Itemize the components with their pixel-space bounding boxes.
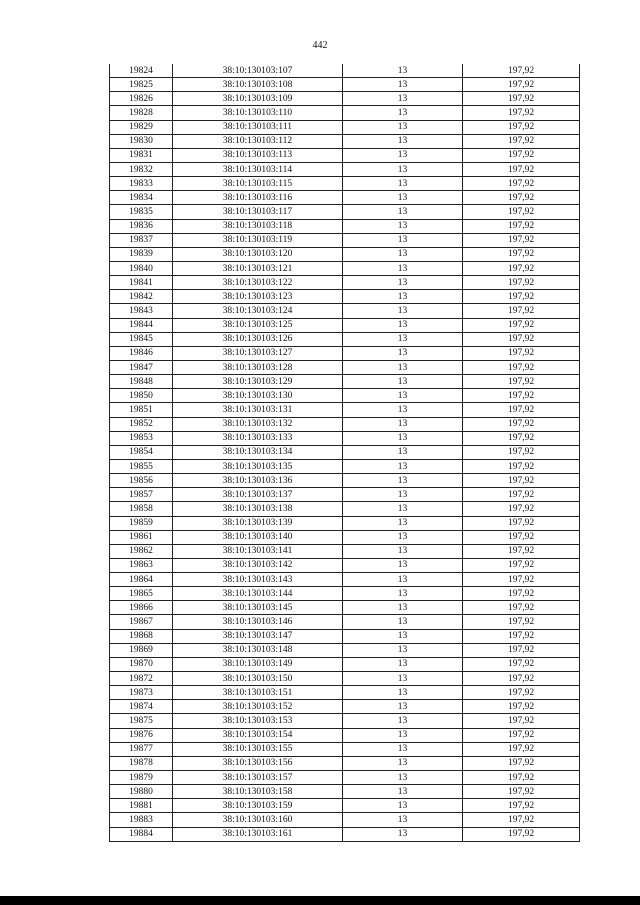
value-cell: 197,92 [463, 162, 580, 176]
count-cell: 13 [343, 389, 463, 403]
cadastral-number-cell: 38:10:130103:150 [173, 672, 343, 686]
table-row [110, 120, 580, 134]
table-row [110, 346, 580, 360]
value-cell: 197,92 [463, 445, 580, 459]
count-cell: 13 [343, 516, 463, 530]
count-cell: 13 [343, 742, 463, 756]
value-cell: 197,92 [463, 799, 580, 813]
count-cell: 13 [343, 148, 463, 162]
value-cell: 197,92 [463, 417, 580, 431]
cadastral-number-cell: 38:10:130103:130 [173, 389, 343, 403]
table-row [110, 389, 580, 403]
count-cell: 13 [343, 643, 463, 657]
record-number-cell: 19846 [110, 346, 173, 360]
count-cell: 13 [343, 530, 463, 544]
count-cell: 13 [343, 64, 463, 78]
table-row [110, 417, 580, 431]
count-cell: 13 [343, 728, 463, 742]
count-cell: 13 [343, 247, 463, 261]
count-cell: 13 [343, 177, 463, 191]
count-cell: 13 [343, 629, 463, 643]
value-cell: 197,92 [463, 601, 580, 615]
count-cell: 13 [343, 346, 463, 360]
table-row [110, 672, 580, 686]
table-row [110, 502, 580, 516]
count-cell: 13 [343, 219, 463, 233]
count-cell: 13 [343, 657, 463, 671]
count-cell: 13 [343, 502, 463, 516]
table-row [110, 290, 580, 304]
value-cell: 197,92 [463, 728, 580, 742]
record-number-cell: 19848 [110, 375, 173, 389]
record-number-cell: 19855 [110, 459, 173, 473]
table-row [110, 148, 580, 162]
cadastral-number-cell: 38:10:130103:140 [173, 530, 343, 544]
value-cell: 197,92 [463, 502, 580, 516]
record-number-cell: 19834 [110, 191, 173, 205]
value-cell: 197,92 [463, 643, 580, 657]
table-row [110, 827, 580, 841]
record-number-cell: 19837 [110, 233, 173, 247]
record-number-cell: 19832 [110, 162, 173, 176]
count-cell: 13 [343, 403, 463, 417]
table-row [110, 459, 580, 473]
table-row [110, 134, 580, 148]
count-cell: 13 [343, 92, 463, 106]
count-cell: 13 [343, 686, 463, 700]
record-number-cell: 19870 [110, 657, 173, 671]
count-cell: 13 [343, 799, 463, 813]
cadastral-number-cell: 38:10:130103:151 [173, 686, 343, 700]
value-cell: 197,92 [463, 573, 580, 587]
value-cell: 197,92 [463, 700, 580, 714]
cadastral-number-cell: 38:10:130103:107 [173, 64, 343, 78]
table-row [110, 106, 580, 120]
cadastral-number-cell: 38:10:130103:128 [173, 360, 343, 374]
value-cell: 197,92 [463, 530, 580, 544]
cadastral-number-cell: 38:10:130103:153 [173, 714, 343, 728]
cadastral-number-cell: 38:10:130103:121 [173, 261, 343, 275]
cadastral-number-cell: 38:10:130103:123 [173, 290, 343, 304]
value-cell: 197,92 [463, 827, 580, 841]
record-number-cell: 19828 [110, 106, 173, 120]
table-row [110, 615, 580, 629]
cadastral-number-cell: 38:10:130103:122 [173, 276, 343, 290]
cadastral-number-cell: 38:10:130103:145 [173, 601, 343, 615]
record-number-cell: 19836 [110, 219, 173, 233]
value-cell: 197,92 [463, 756, 580, 770]
count-cell: 13 [343, 544, 463, 558]
table-row [110, 530, 580, 544]
cadastral-number-cell: 38:10:130103:159 [173, 799, 343, 813]
value-cell: 197,92 [463, 657, 580, 671]
record-number-cell: 19843 [110, 304, 173, 318]
record-number-cell: 19850 [110, 389, 173, 403]
cadastral-number-cell: 38:10:130103:160 [173, 813, 343, 827]
table-row [110, 587, 580, 601]
count-cell: 13 [343, 191, 463, 205]
value-cell: 197,92 [463, 488, 580, 502]
table-row [110, 162, 580, 176]
count-cell: 13 [343, 360, 463, 374]
cadastral-number-cell: 38:10:130103:125 [173, 318, 343, 332]
count-cell: 13 [343, 601, 463, 615]
count-cell: 13 [343, 375, 463, 389]
value-cell: 197,92 [463, 544, 580, 558]
count-cell: 13 [343, 261, 463, 275]
scan-bottom-edge [0, 896, 640, 905]
count-cell: 13 [343, 162, 463, 176]
table-row [110, 657, 580, 671]
cadastral-number-cell: 38:10:130103:110 [173, 106, 343, 120]
count-cell: 13 [343, 304, 463, 318]
cadastral-number-cell: 38:10:130103:149 [173, 657, 343, 671]
value-cell: 197,92 [463, 714, 580, 728]
count-cell: 13 [343, 672, 463, 686]
cadastral-number-cell: 38:10:130103:112 [173, 134, 343, 148]
table-row [110, 205, 580, 219]
cadastral-number-cell: 38:10:130103:109 [173, 92, 343, 106]
record-number-cell: 19877 [110, 742, 173, 756]
count-cell: 13 [343, 78, 463, 92]
record-number-cell: 19872 [110, 672, 173, 686]
cadastral-number-cell: 38:10:130103:152 [173, 700, 343, 714]
record-number-cell: 19854 [110, 445, 173, 459]
count-cell: 13 [343, 431, 463, 445]
record-number-cell: 19878 [110, 756, 173, 770]
record-number-cell: 19880 [110, 785, 173, 799]
table-row [110, 318, 580, 332]
count-cell: 13 [343, 332, 463, 346]
value-cell: 197,92 [463, 205, 580, 219]
cadastral-number-cell: 38:10:130103:158 [173, 785, 343, 799]
count-cell: 13 [343, 445, 463, 459]
cadastral-number-cell: 38:10:130103:144 [173, 587, 343, 601]
count-cell: 13 [343, 459, 463, 473]
record-number-cell: 19867 [110, 615, 173, 629]
count-cell: 13 [343, 827, 463, 841]
cadastral-number-cell: 38:10:130103:146 [173, 615, 343, 629]
table-row [110, 261, 580, 275]
cadastral-number-cell: 38:10:130103:161 [173, 827, 343, 841]
value-cell: 197,92 [463, 615, 580, 629]
cadastral-number-cell: 38:10:130103:127 [173, 346, 343, 360]
value-cell: 197,92 [463, 558, 580, 572]
cadastral-number-cell: 38:10:130103:133 [173, 431, 343, 445]
value-cell: 197,92 [463, 332, 580, 346]
value-cell: 197,92 [463, 742, 580, 756]
cadastral-number-cell: 38:10:130103:134 [173, 445, 343, 459]
count-cell: 13 [343, 276, 463, 290]
value-cell: 197,92 [463, 431, 580, 445]
cadastral-number-cell: 38:10:130103:156 [173, 756, 343, 770]
table-row [110, 332, 580, 346]
table-row [110, 431, 580, 445]
table-row [110, 728, 580, 742]
record-number-cell: 19875 [110, 714, 173, 728]
count-cell: 13 [343, 558, 463, 572]
count-cell: 13 [343, 318, 463, 332]
table-row [110, 474, 580, 488]
value-cell: 197,92 [463, 148, 580, 162]
cadastral-number-cell: 38:10:130103:139 [173, 516, 343, 530]
table-row [110, 601, 580, 615]
cadastral-number-cell: 38:10:130103:148 [173, 643, 343, 657]
record-number-cell: 19864 [110, 573, 173, 587]
table-row [110, 304, 580, 318]
value-cell: 197,92 [463, 771, 580, 785]
table-row [110, 558, 580, 572]
table-row [110, 516, 580, 530]
record-number-cell: 19866 [110, 601, 173, 615]
value-cell: 197,92 [463, 459, 580, 473]
cadastral-number-cell: 38:10:130103:155 [173, 742, 343, 756]
count-cell: 13 [343, 474, 463, 488]
value-cell: 197,92 [463, 474, 580, 488]
record-number-cell: 19829 [110, 120, 173, 134]
table-row [110, 445, 580, 459]
record-number-cell: 19833 [110, 177, 173, 191]
value-cell: 197,92 [463, 219, 580, 233]
value-cell: 197,92 [463, 177, 580, 191]
cadastral-number-cell: 38:10:130103:129 [173, 375, 343, 389]
value-cell: 197,92 [463, 134, 580, 148]
count-cell: 13 [343, 417, 463, 431]
value-cell: 197,92 [463, 64, 580, 78]
record-number-cell: 19845 [110, 332, 173, 346]
value-cell: 197,92 [463, 629, 580, 643]
cadastral-number-cell: 38:10:130103:124 [173, 304, 343, 318]
cadastral-number-cell: 38:10:130103:116 [173, 191, 343, 205]
table-row [110, 276, 580, 290]
page-number: 442 [312, 40, 328, 51]
count-cell: 13 [343, 771, 463, 785]
cadastral-number-cell: 38:10:130103:117 [173, 205, 343, 219]
record-number-cell: 19869 [110, 643, 173, 657]
record-number-cell: 19883 [110, 813, 173, 827]
table-row [110, 573, 580, 587]
record-number-cell: 19881 [110, 799, 173, 813]
count-cell: 13 [343, 615, 463, 629]
value-cell: 197,92 [463, 276, 580, 290]
record-number-cell: 19839 [110, 247, 173, 261]
value-cell: 197,92 [463, 686, 580, 700]
cadastral-number-cell: 38:10:130103:142 [173, 558, 343, 572]
table-row [110, 629, 580, 643]
record-number-cell: 19858 [110, 502, 173, 516]
record-number-cell: 19852 [110, 417, 173, 431]
table-row [110, 92, 580, 106]
record-number-cell: 19856 [110, 474, 173, 488]
cadastral-number-cell: 38:10:130103:135 [173, 459, 343, 473]
cadastral-number-cell: 38:10:130103:143 [173, 573, 343, 587]
cadastral-number-cell: 38:10:130103:115 [173, 177, 343, 191]
count-cell: 13 [343, 714, 463, 728]
cadastral-number-cell: 38:10:130103:141 [173, 544, 343, 558]
table-row [110, 219, 580, 233]
table-row [110, 742, 580, 756]
value-cell: 197,92 [463, 261, 580, 275]
cadastral-number-cell: 38:10:130103:131 [173, 403, 343, 417]
value-cell: 197,92 [463, 290, 580, 304]
value-cell: 197,92 [463, 304, 580, 318]
value-cell: 197,92 [463, 233, 580, 247]
record-number-cell: 19824 [110, 64, 173, 78]
record-number-cell: 19853 [110, 431, 173, 445]
cadastral-number-cell: 38:10:130103:114 [173, 162, 343, 176]
table-row [110, 544, 580, 558]
value-cell: 197,92 [463, 120, 580, 134]
table-row [110, 78, 580, 92]
cadastral-number-cell: 38:10:130103:113 [173, 148, 343, 162]
table-row [110, 191, 580, 205]
cadastral-number-cell: 38:10:130103:137 [173, 488, 343, 502]
count-cell: 13 [343, 120, 463, 134]
record-number-cell: 19847 [110, 360, 173, 374]
table-row [110, 686, 580, 700]
count-cell: 13 [343, 573, 463, 587]
table-body [110, 64, 580, 841]
table-row [110, 700, 580, 714]
table-row [110, 771, 580, 785]
table-row [110, 799, 580, 813]
record-number-cell: 19861 [110, 530, 173, 544]
record-number-cell: 19841 [110, 276, 173, 290]
value-cell: 197,92 [463, 672, 580, 686]
record-number-cell: 19879 [110, 771, 173, 785]
value-cell: 197,92 [463, 346, 580, 360]
record-number-cell: 19830 [110, 134, 173, 148]
value-cell: 197,92 [463, 247, 580, 261]
table-row [110, 403, 580, 417]
record-number-cell: 19868 [110, 629, 173, 643]
cadastral-number-cell: 38:10:130103:118 [173, 219, 343, 233]
register-table [109, 64, 580, 842]
record-number-cell: 19844 [110, 318, 173, 332]
table-row [110, 360, 580, 374]
count-cell: 13 [343, 785, 463, 799]
record-number-cell: 19857 [110, 488, 173, 502]
count-cell: 13 [343, 700, 463, 714]
value-cell: 197,92 [463, 389, 580, 403]
cadastral-number-cell: 38:10:130103:157 [173, 771, 343, 785]
count-cell: 13 [343, 233, 463, 247]
table-row [110, 714, 580, 728]
table-row [110, 785, 580, 799]
table-row [110, 813, 580, 827]
cadastral-number-cell: 38:10:130103:119 [173, 233, 343, 247]
record-number-cell: 19842 [110, 290, 173, 304]
table-row [110, 375, 580, 389]
record-number-cell: 19859 [110, 516, 173, 530]
cadastral-number-cell: 38:10:130103:147 [173, 629, 343, 643]
table-row [110, 643, 580, 657]
value-cell: 197,92 [463, 78, 580, 92]
count-cell: 13 [343, 290, 463, 304]
count-cell: 13 [343, 587, 463, 601]
table-row [110, 177, 580, 191]
table-row [110, 488, 580, 502]
record-number-cell: 19826 [110, 92, 173, 106]
record-number-cell: 19862 [110, 544, 173, 558]
cadastral-number-cell: 38:10:130103:154 [173, 728, 343, 742]
value-cell: 197,92 [463, 318, 580, 332]
table-row [110, 247, 580, 261]
record-number-cell: 19825 [110, 78, 173, 92]
count-cell: 13 [343, 134, 463, 148]
count-cell: 13 [343, 756, 463, 770]
cadastral-number-cell: 38:10:130103:138 [173, 502, 343, 516]
cadastral-number-cell: 38:10:130103:108 [173, 78, 343, 92]
cadastral-number-cell: 38:10:130103:132 [173, 417, 343, 431]
value-cell: 197,92 [463, 587, 580, 601]
cadastral-number-cell: 38:10:130103:111 [173, 120, 343, 134]
record-number-cell: 19873 [110, 686, 173, 700]
record-number-cell: 19876 [110, 728, 173, 742]
value-cell: 197,92 [463, 92, 580, 106]
record-number-cell: 19865 [110, 587, 173, 601]
value-cell: 197,92 [463, 191, 580, 205]
value-cell: 197,92 [463, 375, 580, 389]
table-row [110, 233, 580, 247]
record-number-cell: 19874 [110, 700, 173, 714]
record-number-cell: 19835 [110, 205, 173, 219]
value-cell: 197,92 [463, 813, 580, 827]
count-cell: 13 [343, 205, 463, 219]
value-cell: 197,92 [463, 403, 580, 417]
cadastral-number-cell: 38:10:130103:126 [173, 332, 343, 346]
table-row [110, 64, 580, 78]
record-number-cell: 19863 [110, 558, 173, 572]
record-number-cell: 19831 [110, 148, 173, 162]
value-cell: 197,92 [463, 516, 580, 530]
cadastral-number-cell: 38:10:130103:120 [173, 247, 343, 261]
record-number-cell: 19884 [110, 827, 173, 841]
table-row [110, 756, 580, 770]
record-number-cell: 19840 [110, 261, 173, 275]
cadastral-number-cell: 38:10:130103:136 [173, 474, 343, 488]
count-cell: 13 [343, 813, 463, 827]
value-cell: 197,92 [463, 785, 580, 799]
record-number-cell: 19851 [110, 403, 173, 417]
value-cell: 197,92 [463, 360, 580, 374]
count-cell: 13 [343, 106, 463, 120]
value-cell: 197,92 [463, 106, 580, 120]
count-cell: 13 [343, 488, 463, 502]
